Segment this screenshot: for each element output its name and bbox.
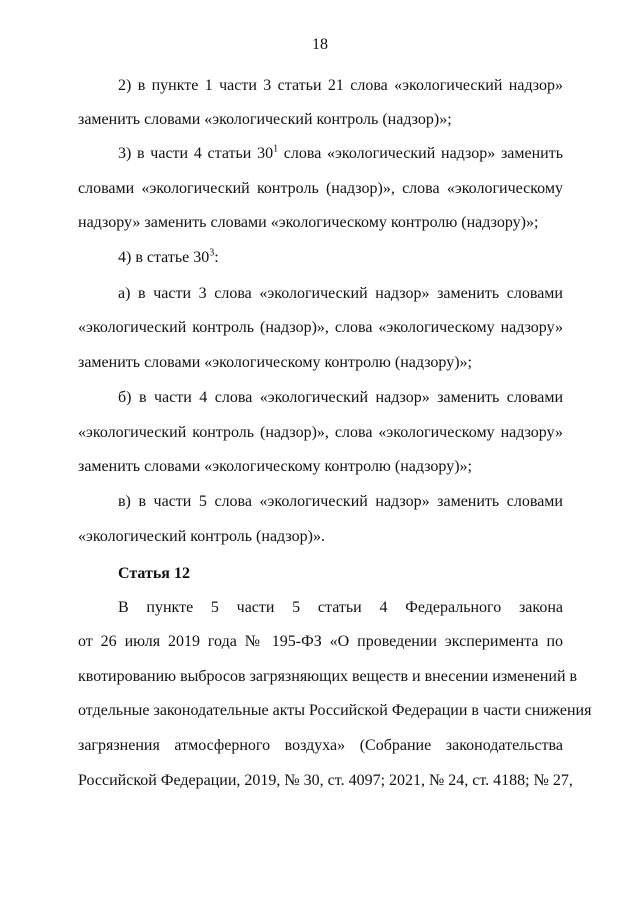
subitem-b-line-1: б) в части 4 слова «экологический надзор» заменить словами — [118, 389, 563, 406]
article-body-line-1: В пункте 5 части 5 статьи 4 Федерального закона — [118, 599, 563, 616]
subitem-b-line-3: заменить словами «экологическому контролю (надзору)»; — [78, 458, 472, 475]
article-body-line-6: Российской Федерации, 2019, № 30, ст. 4097; 2021, № 24, ст. 4188; № 27, — [78, 772, 573, 789]
article-body-line-5: загрязнения атмосферного воздуха» (Собрание законодательства — [78, 737, 563, 754]
subitem-v-line-1: в) в части 5 слова «экологический надзор» заменить словами — [118, 493, 563, 510]
article-body-line-3: квотированию выбросов загрязняющих веществ и внесении изменений в — [78, 668, 578, 685]
item-3-line-1 — [118, 144, 563, 164]
item-3-line-1-after: слова «экологический надзор» заменить — [278, 145, 564, 162]
article-body-line-4: отдельные законодательные акты Российской Федерации в части снижения — [78, 702, 592, 719]
subitem-b-line-2: «экологический контроль (надзор)», слова «экологическому надзору» — [78, 424, 563, 441]
item-2-line-2: заменить словами «экологический контроль (надзор)»; — [78, 111, 452, 128]
article-body-line-2: от 26 июля 2019 года № 195-ФЗ «О проведении эксперимента по — [78, 633, 563, 650]
item-3-line-3: надзору» заменить словами «экологическому контролю (надзору)»; — [78, 214, 539, 231]
item-3-superscript: 1 — [273, 143, 279, 155]
subitem-v-line-2: «экологический контроль (надзор)». — [78, 528, 325, 545]
subitem-a-line-3: заменить словами «экологическому контролю (надзору)»; — [78, 354, 472, 371]
page-number: 18 — [312, 36, 328, 53]
item-4-line-1-after: : — [214, 249, 219, 266]
item-4-superscript: 3 — [209, 247, 215, 259]
item-3-line-2: словами «экологический контроль (надзор)», слова «экологическому — [78, 180, 563, 197]
subitem-a-line-2: «экологический контроль (надзор)», слова «экологическому надзору» — [78, 319, 563, 336]
article-heading: Статья 12 — [118, 565, 190, 582]
item-4-line-1-before: 4) в статье 30 — [118, 249, 210, 266]
item-3-line-1-before: 3) в части 4 статьи 30 — [118, 145, 274, 162]
item-2-line-1: 2) в пункте 1 части 3 статьи 21 слова «экологический надзор» — [118, 77, 563, 94]
item-4-line-1 — [118, 248, 563, 268]
subitem-a-line-1: а) в части 3 слова «экологический надзор» заменить словами — [118, 285, 563, 302]
